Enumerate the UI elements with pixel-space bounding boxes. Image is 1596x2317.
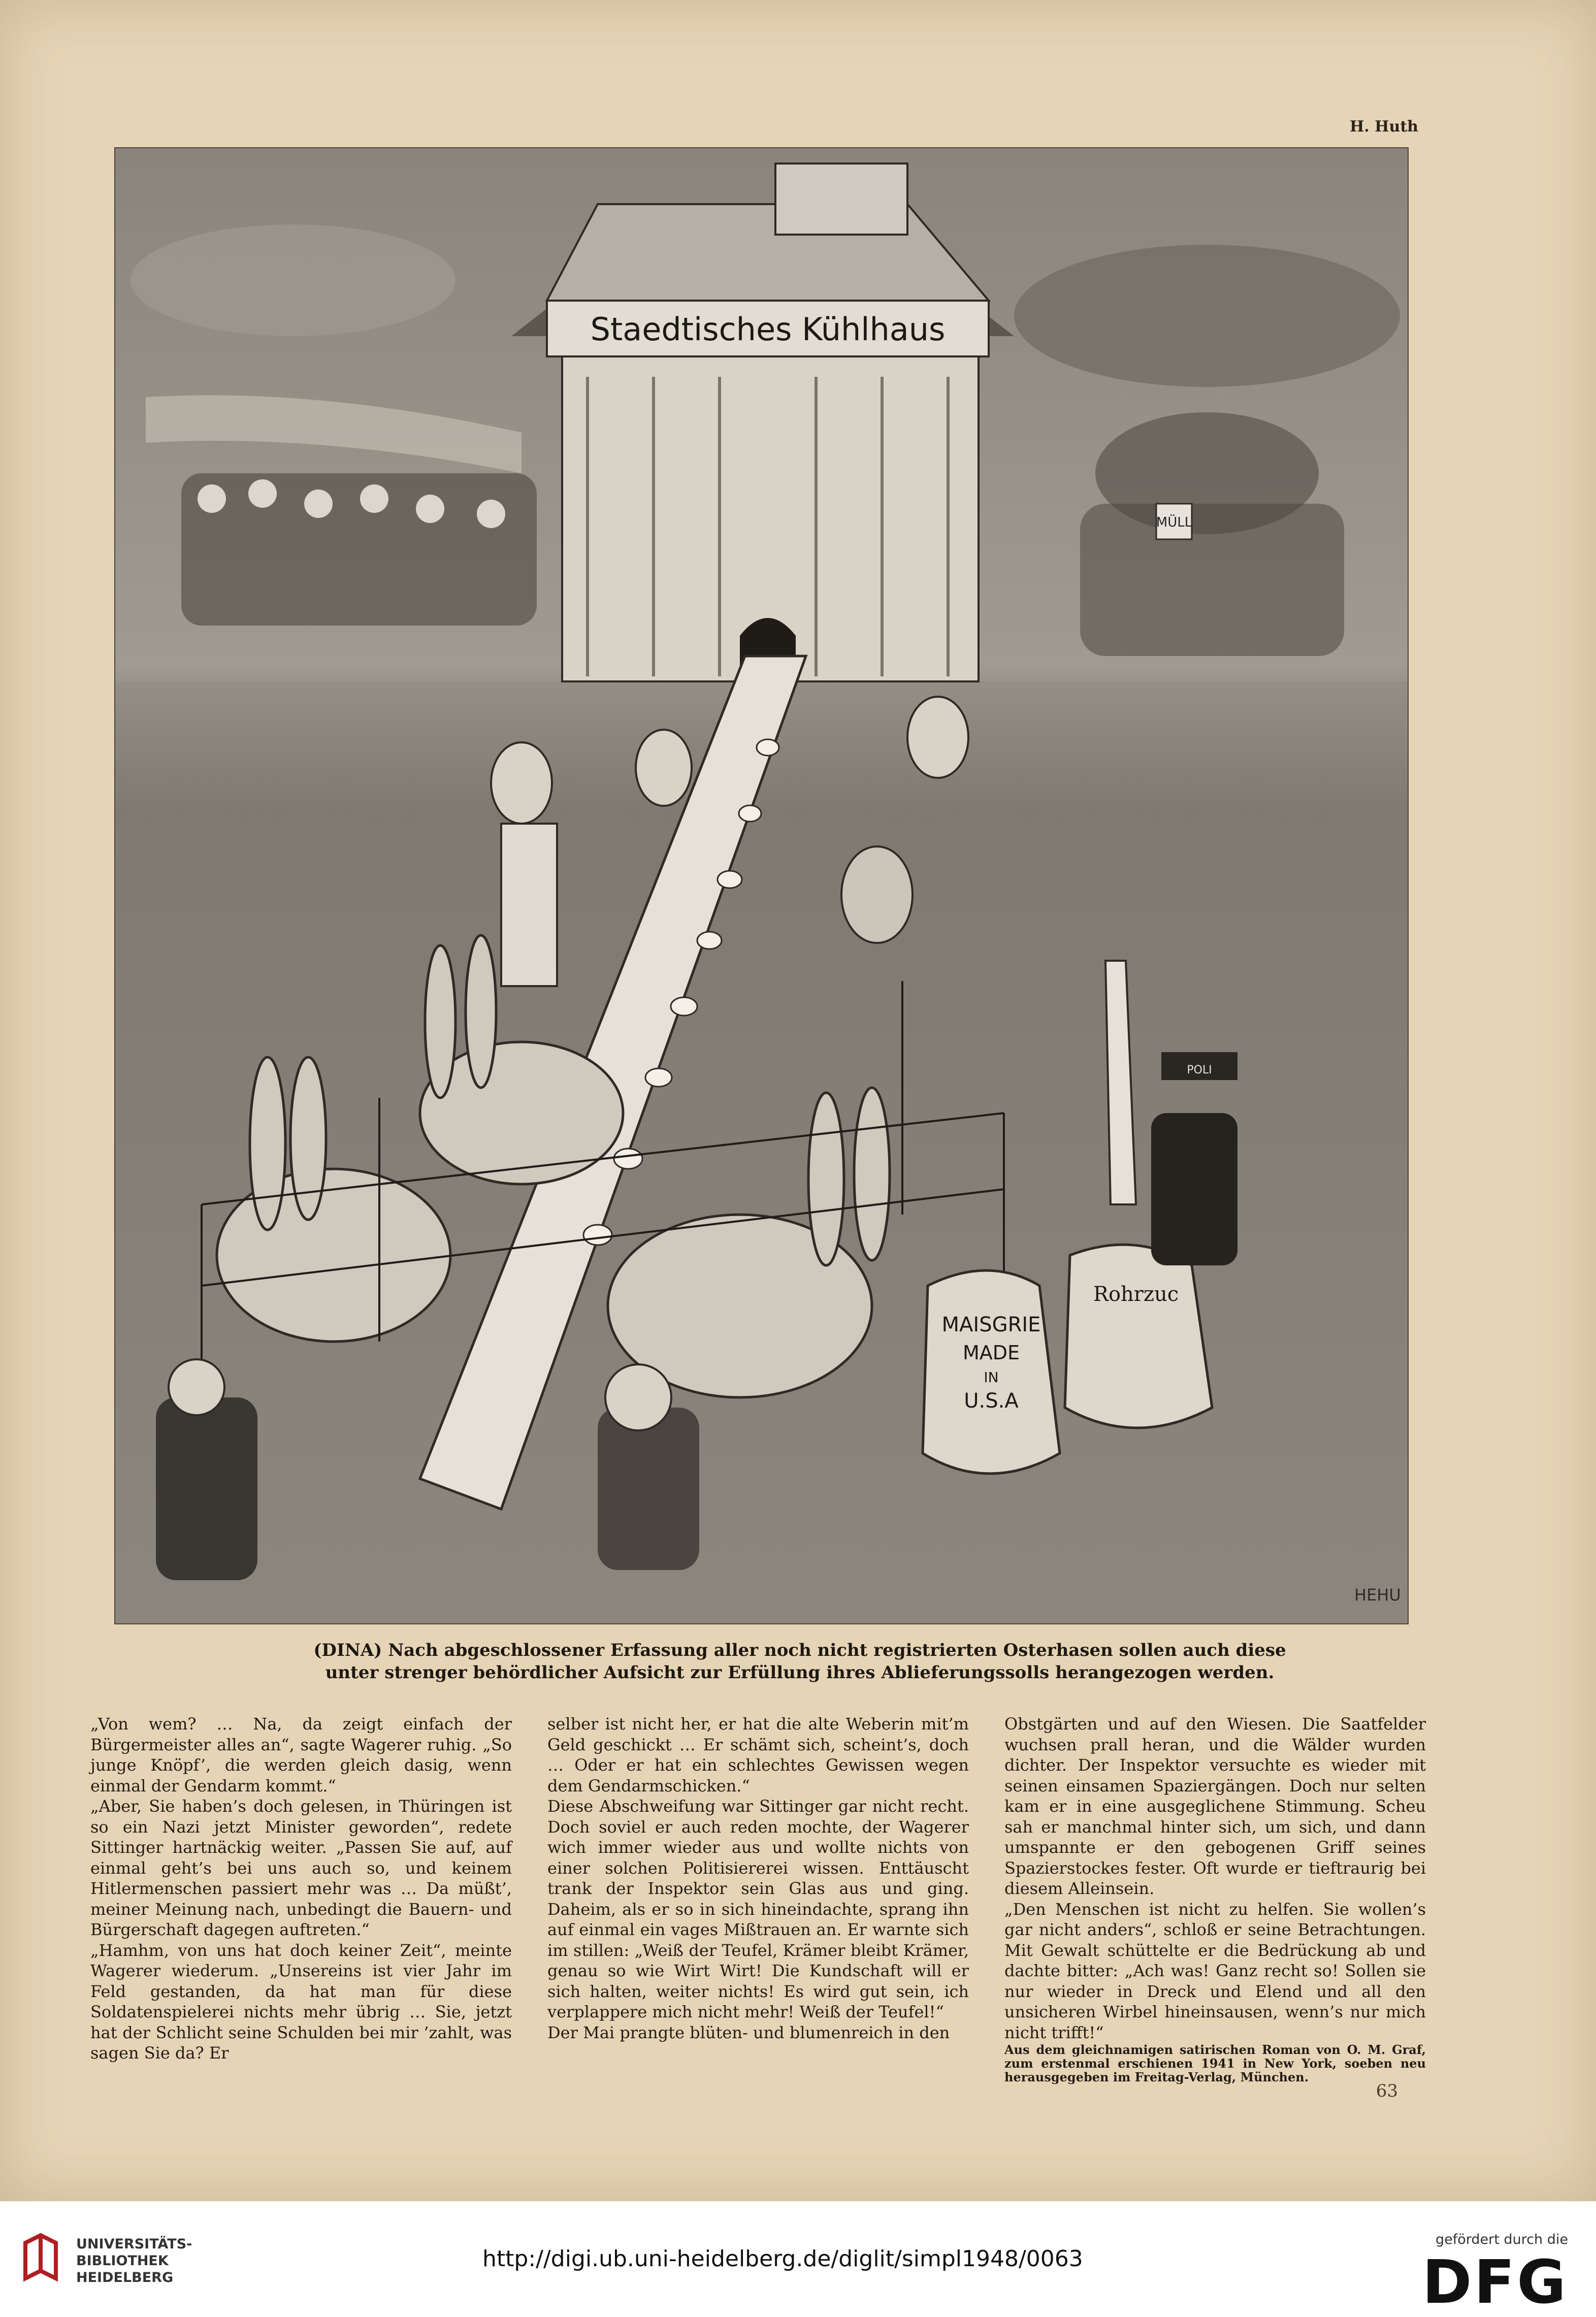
artist-signature: HEHU	[1354, 1585, 1401, 1605]
article-column-1	[90, 1714, 512, 2064]
library-name-line-1: UNIVERSITÄTS-	[76, 2236, 192, 2252]
paragraph: „Den Menschen ist nicht zu helfen. Sie wollen’s gar nicht anders“, schloß er seine Betrachtungen. Mit Gewalt schüttelte er die Bedrückung ab und dachte bitter: „Ach was! Ganz recht so! Sollen sie nur wieder in Dreck und Elend und all den unsicheren Wirbel hineinsausen, wenn’s nur mich nicht trifft!“	[1004, 1899, 1426, 2042]
cloud	[1014, 245, 1400, 387]
illustrator-credit: H. Huth	[1349, 118, 1418, 136]
article-column-3	[1004, 1714, 1426, 2084]
funded-by-label: gefördert durch die	[1436, 2232, 1568, 2247]
paragraph: „Von wem? … Na, da zeigt einfach der Bürgermeister alles an“, sagte Wagerer ruhig. „So junge Knöpf’, die werden gleich dasig, wenn einmal der Gendarm kommt.“	[90, 1714, 512, 1796]
illustration-caption	[284, 1639, 1315, 1684]
police-cap-text: POLI	[1187, 1064, 1212, 1076]
cartoon-drawing	[115, 148, 1408, 1623]
paragraph: Diese Abschweifung war Sittinger gar nicht recht. Doch soviel er auch reden mochte, der Wagerer wich immer wieder aus und wollte nichts von einer solchen Politisiererei wissen. Enttäuscht trank der Inspektor sein Glas aus und ging. Daheim, als er so in sich hineindachte, sprang ihn auf einmal ein vages Mißtrauen an. Er warnte sich im stillen: „Weiß der Teufel, Krämer bleibt Krämer, genau so wie Wirt Wirt! Die Kundschaft will er sich halten, weiter nichts! Es wird gut sein, ich verplappere mich nicht mehr! Weiß der Teufel!“	[547, 1797, 969, 2021]
workers-right	[1080, 412, 1344, 656]
library-name	[76, 2236, 192, 2286]
digitization-footer	[0, 2201, 1596, 2315]
article-column-2	[547, 1714, 969, 2043]
source-note: Aus dem gleichnamigen satirischen Roman von O. M. Graf, zum erstenmal erschienen 1941 in New York, soeben neu herausgegeben im Freitag-Verlag, München.	[1004, 2042, 1426, 2084]
sack-label-line4: U.S.A	[964, 1389, 1019, 1413]
digitization-url[interactable]: http://digi.ub.uni-heidelberg.de/diglit/simpl1948/0063	[482, 2246, 1083, 2272]
library-logo-icon	[20, 2233, 61, 2283]
library-name-line-2: BIBLIOTHEK	[76, 2253, 169, 2269]
dfg-logo: DFG	[1422, 2247, 1568, 2317]
paragraph: „Hamhm, von uns hat doch keiner Zeit“, meinte Wagerer wiederum. „Unsereins ist vier Jahr im Feld gestanden, da hat man für diese Soldatenspielerei nichts mehr übrig … Sie, jetzt hat der Schlicht seine Schulden bei mir ’zahlt, was sagen Sie da? Er	[90, 1940, 512, 2063]
bag-label: MÜLL	[1156, 515, 1192, 530]
library-name-line-3: HEIDELBERG	[76, 2270, 174, 2286]
sack-right-label: Rohrzuc	[1093, 1283, 1179, 1306]
sack-label-line3: IN	[984, 1369, 999, 1386]
paragraph: selber ist nicht her, er hat die alte Weberin mit’m Geld geschickt … Er schämt sich, scheint’s, doch … Oder er hat ein schlechtes Gewissen wegen dem Gendarmschicken.“	[547, 1714, 969, 1796]
paragraph: „Aber, Sie haben’s doch gelesen, in Thüringen ist so ein Nazi jetzt Minister geworden“, redete Sittinger hartnäckig weiter. „Passen Sie auf, auf einmal geht’s bei uns auch so, und keinem Hitlermenschen passiert mehr was … Da müßt’, meiner Meinung nach, unbedingt die Bauern- und Bürgerschaft dagegen auftreten.“	[90, 1797, 512, 1939]
cloud	[131, 224, 455, 336]
sack-label-line2: MADE	[962, 1342, 1020, 1364]
page-number: 63	[1376, 2081, 1398, 2101]
caption-line-2: unter strenger behördlicher Aufsicht zur Erfüllung ihres Ablieferungssolls herangezogen werden.	[325, 1662, 1275, 1683]
cartoon-illustration	[114, 147, 1409, 1624]
waiting-crowd	[146, 395, 537, 626]
caption-line-1: (DINA) Nach abgeschlossener Erfassung aller noch nicht registrierten Osterhasen sollen auch diese	[313, 1640, 1286, 1660]
paragraph: Der Mai prangte blüten- und blumenreich in den	[547, 2022, 950, 2042]
paragraph: Obstgärten und auf den Wiesen. Die Saatfelder wuchsen prall heran, und die Wälder wurden dichter. Der Inspektor versuchte es wieder mit seinen einsamen Spaziergängen. Doch nur selten kam er in eine ausgeglichene Stimmung. Scheu sah er manchmal hinter sich, um sich, und dann umspannte er den gebogenen Griff seines Spazierstockes fester. Oft wurde er tieftraurig bei diesem Alleinsein.	[1004, 1714, 1426, 1898]
cold-storage-building	[511, 164, 1014, 681]
sack-label-line1: MAISGRIE	[941, 1313, 1041, 1336]
building-sign: Staedtisches Kühlhaus	[590, 311, 946, 348]
